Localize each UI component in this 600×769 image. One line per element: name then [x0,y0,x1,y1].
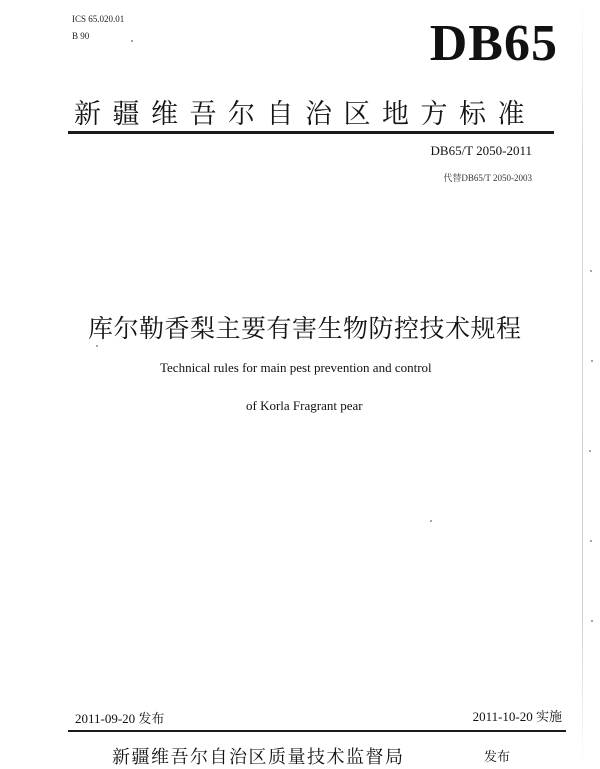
document-title-english-line1: Technical rules for main pest prevention and control [160,360,432,375]
document-title-english-line2: of Korla Fragrant pear [246,398,363,413]
header-divider [68,131,554,134]
scan-speck [96,345,98,347]
scan-edge-line [582,0,583,768]
scan-speck [589,450,591,452]
standard-number: DB65/T 2050-2011 [430,143,532,158]
document-title-chinese: 库尔勒香梨主要有害生物防控技术规程 [88,314,522,343]
standard-logo: DB65 [429,15,558,72]
footer-divider [68,730,566,732]
issuing-authority-heading: 新疆维吾尔自治区地方标准 [74,99,536,130]
scan-speck [591,620,593,622]
scan-speck [590,540,592,542]
publisher-suffix: 发布 [484,750,511,765]
scan-speck [590,270,592,272]
publisher-name: 新疆维吾尔自治区质量技术监督局 [112,747,405,768]
scan-speck [131,40,133,42]
replaces-standard: 代替DB65/T 2050-2003 [443,173,532,183]
issue-date: 2011-09-20 发布 [75,711,165,726]
scan-speck [430,520,432,522]
effective-date: 2011-10-20 实施 [472,709,562,724]
classification-code: B 90 [72,31,90,41]
ics-code: ICS 65.020.01 [72,14,125,24]
scan-speck [591,360,593,362]
